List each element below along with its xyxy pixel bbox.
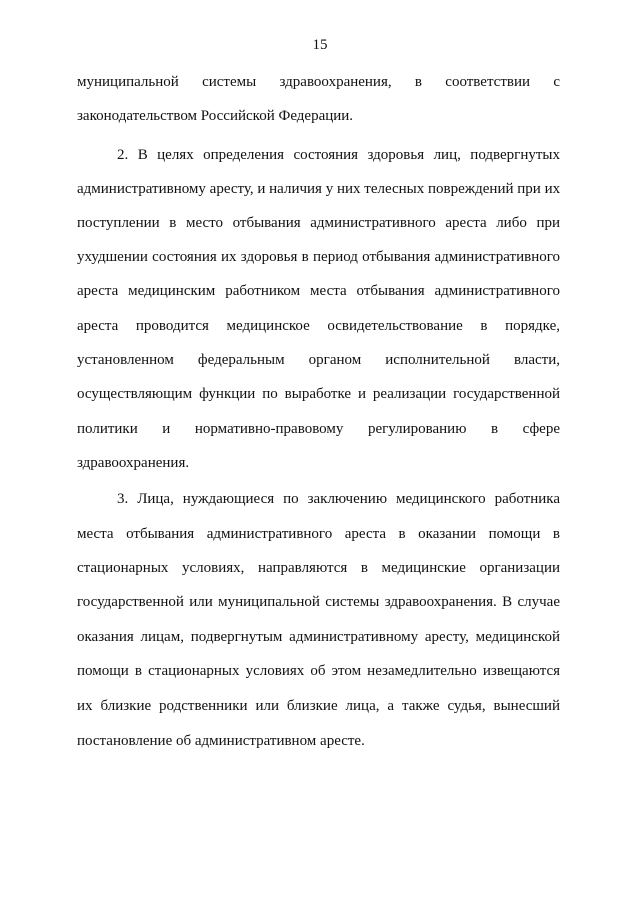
text-line: ареста проводится медицинское освидетельствование в порядке, [77, 318, 560, 334]
text-line: законодательством Российской Федерации. [77, 108, 354, 124]
text-line: осуществляющим функции по выработке и реализации государственной [77, 386, 560, 402]
text-line: муниципальной системы здравоохранения, в соответствии с [77, 74, 560, 90]
text-line: помощи в стационарных условиях об этом незамедлительно извещаются [77, 663, 560, 679]
text-line: политики и нормативно-правовому регулированию в сфере [77, 421, 560, 437]
text-line: поступлении в место отбывания административного ареста либо при [77, 215, 560, 231]
page-number: 15 [312, 37, 328, 53]
text-line: места отбывания административного ареста в оказании помощи в [77, 526, 560, 542]
text-line: оказания лицам, подвергнутым административному аресту, медицинской [77, 629, 560, 645]
text-line: ареста медицинским работником места отбывания административного [77, 283, 560, 299]
text-line: административному аресту, и наличия у них телесных повреждений при их [77, 181, 560, 197]
text-line: постановление об административном аресте. [77, 733, 365, 749]
text-line: установленном федеральным органом исполнительной власти, [77, 352, 560, 368]
text-line: их близкие родственники или близкие лица, а также судья, вынесший [77, 698, 560, 714]
text-line: стационарных условиях, направляются в медицинские организации [77, 560, 560, 576]
paragraph-first-line: 2. В целях определения состояния здоровья лиц, подвергнутых [117, 147, 560, 163]
text-line: ухудшении состояния их здоровья в период отбывания административного [77, 249, 560, 265]
text-line: здравоохранения. [77, 455, 190, 471]
paragraph-first-line: 3. Лица, нуждающиеся по заключению медицинского работника [117, 491, 560, 507]
text-line: государственной или муниципальной системы здравоохранения. В случае [77, 594, 560, 610]
